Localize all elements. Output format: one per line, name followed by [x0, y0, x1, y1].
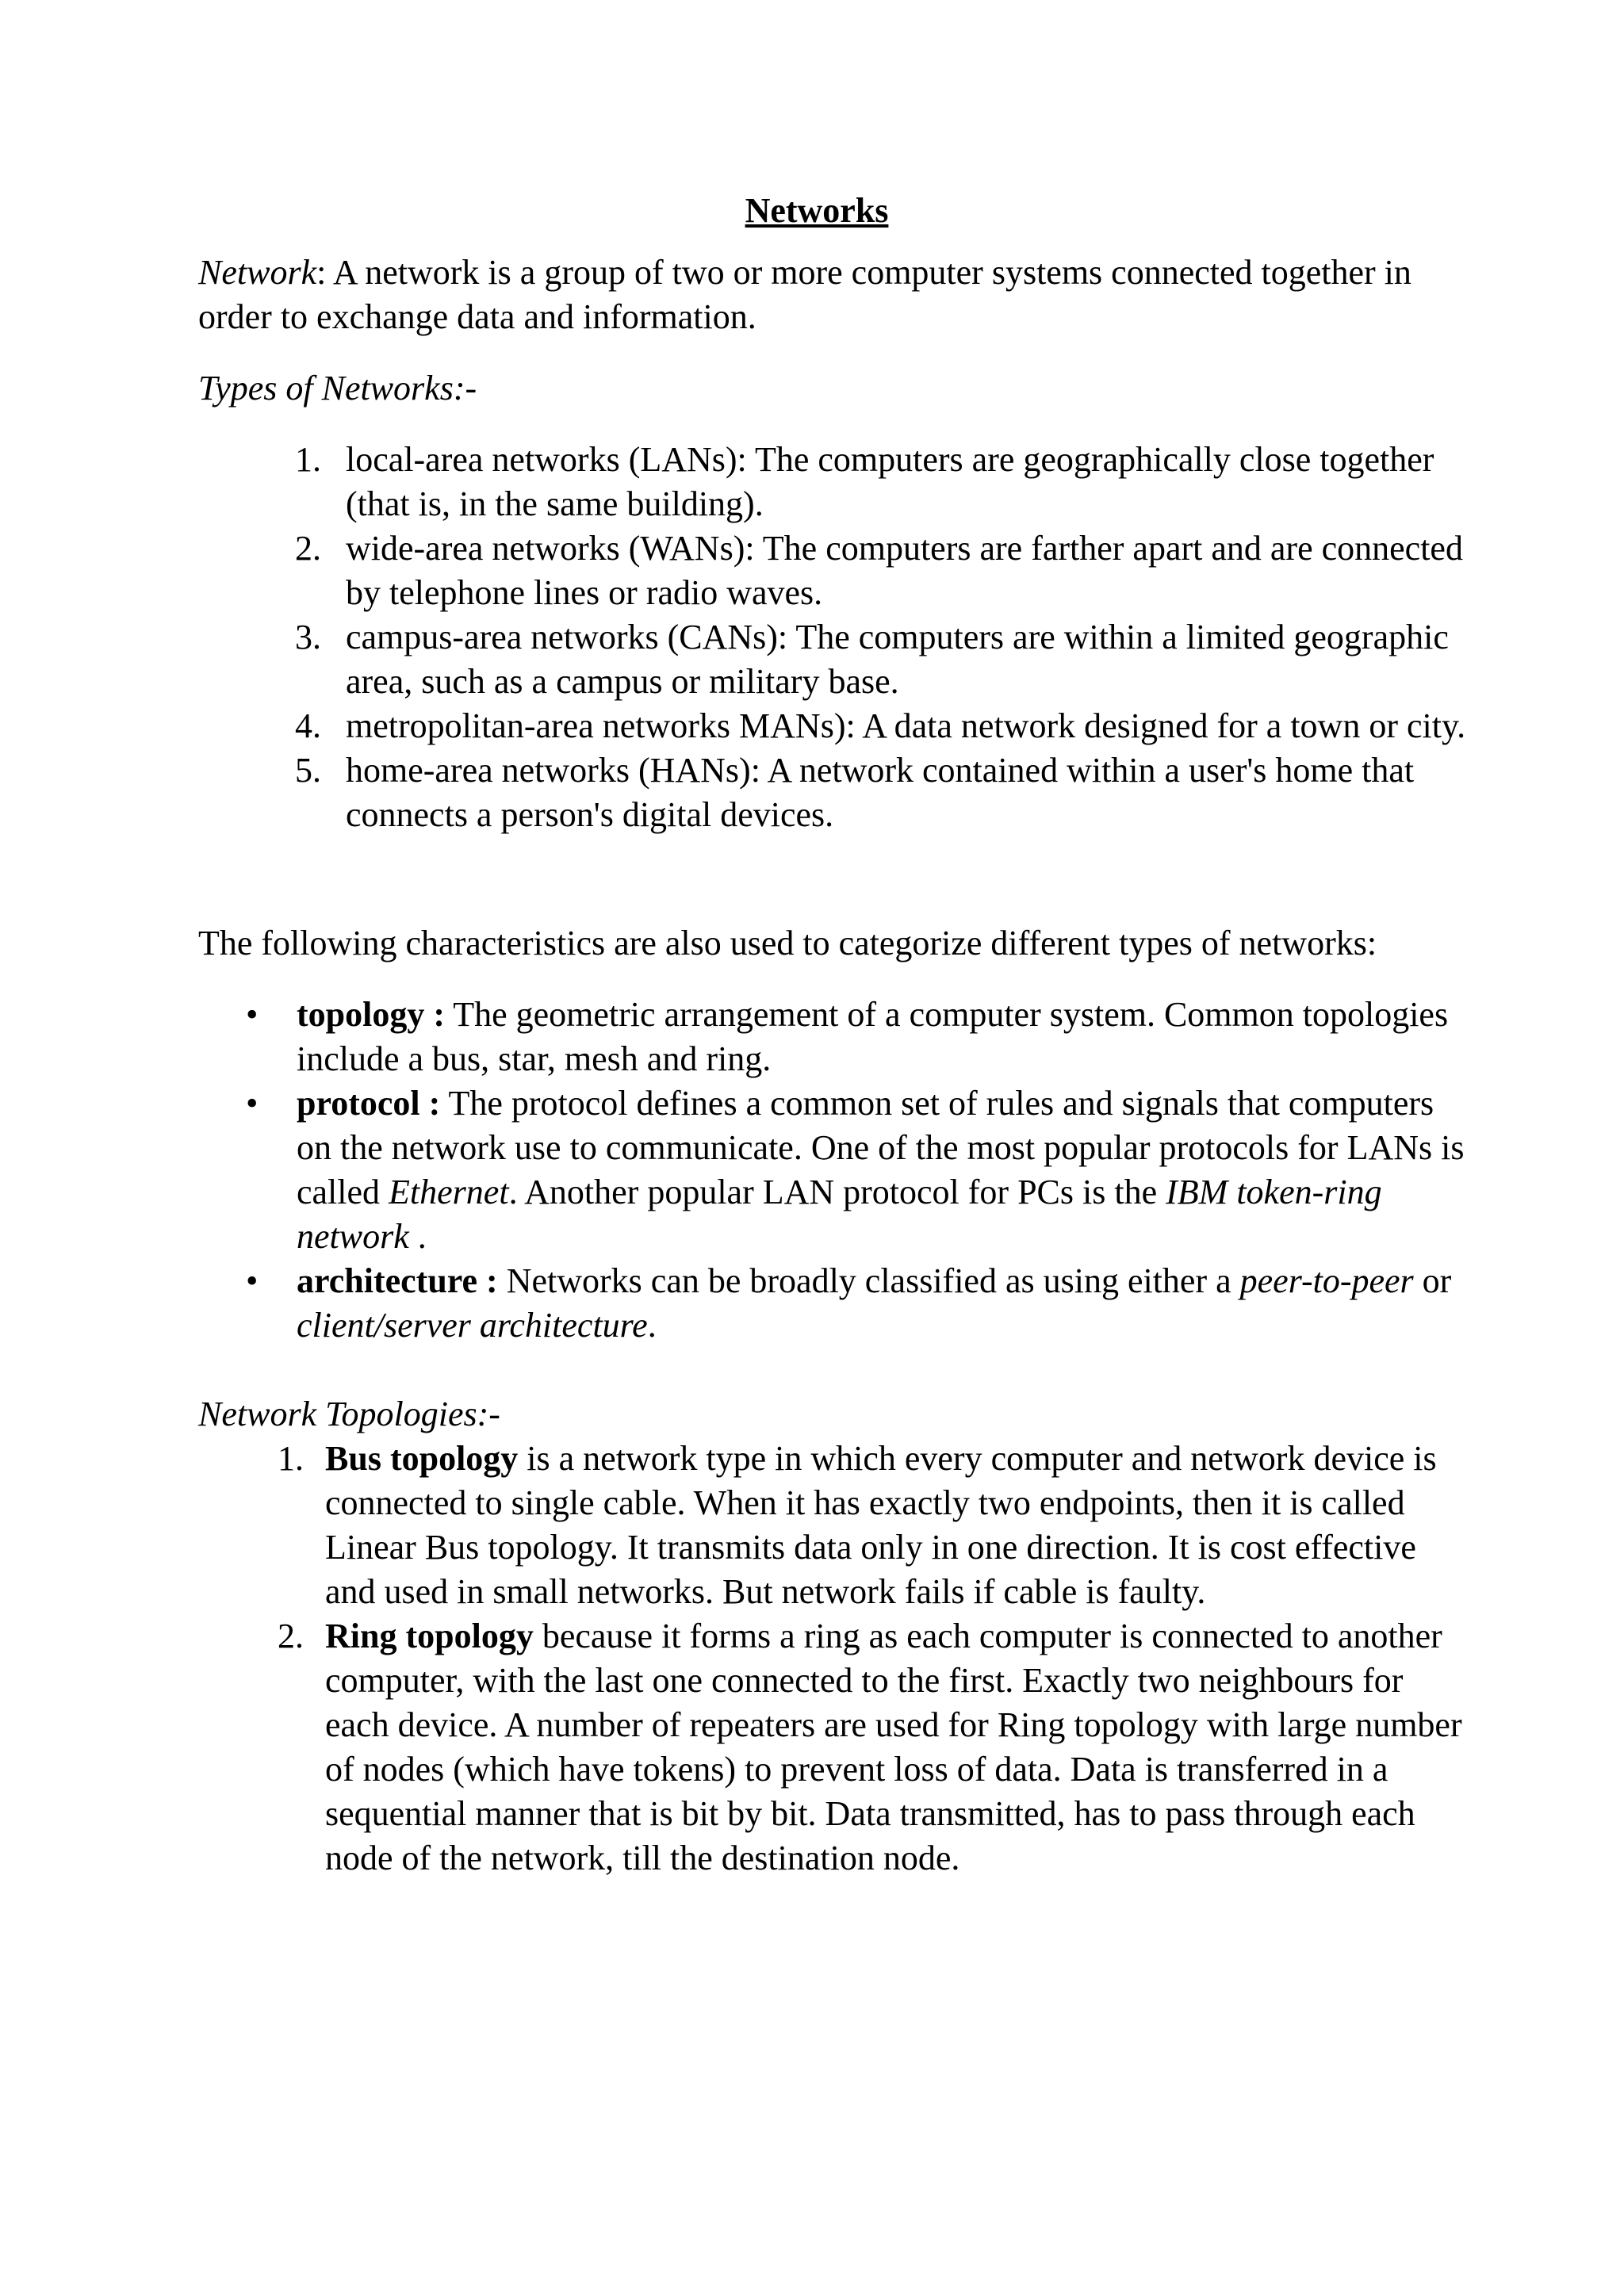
emphasis: IBM token-ring network: [297, 1173, 1382, 1256]
list-item-text: wide-area networks (WANs): The computers are farther apart and are connected by telephone lines or radio waves.: [346, 529, 1463, 612]
definition-term: Network: [198, 253, 317, 292]
characteristics-intro: The following characteristics are also used to categorize different types of networks:: [198, 924, 1377, 962]
emphasis: Ethernet: [389, 1173, 509, 1211]
list-item-topology: [198, 993, 1467, 1081]
term: Bus topology: [325, 1439, 519, 1478]
list-item: [198, 1437, 1467, 1614]
term: architecture :: [297, 1261, 498, 1300]
list-number: 1.: [278, 1439, 304, 1478]
list-item: [198, 438, 1467, 526]
term-text: or: [1413, 1261, 1452, 1300]
definition-text: : A network is a group of two or more computer systems connected together in order to exchange data and information.: [198, 253, 1411, 336]
emphasis: client/server architecture: [297, 1306, 648, 1345]
list-item: [198, 704, 1467, 748]
list-item-text: home-area networks (HANs): A network contained within a user's home that connects a person's digital devices.: [346, 751, 1415, 834]
list-item: [198, 748, 1467, 837]
emphasis: peer-to-peer: [1239, 1261, 1414, 1300]
term: Ring topology: [325, 1617, 534, 1655]
list-number: 2.: [295, 529, 321, 568]
list-item-text: local-area networks (LANs): The computers are geographically close together (that is, in the same building).: [346, 440, 1434, 523]
network-definition: [198, 251, 1467, 339]
list-number: 3.: [295, 618, 321, 656]
list-item: [198, 615, 1467, 704]
term-text: is a network type in which every computer and network device is connected to single cable. When it has exactly two endpoints, then it is called Linear Bus topology. It transmits data only in one direction. It is cost effective and used in small networks. But network fails if cable is faulty.: [325, 1439, 1437, 1611]
list-item: [198, 526, 1467, 615]
characteristics-list: [198, 993, 1467, 1348]
term-text: . Another popular LAN protocol for PCs is the: [508, 1173, 1166, 1211]
list-number: 2.: [278, 1617, 304, 1655]
term-text: .: [408, 1217, 427, 1256]
types-heading: Types of Networks:-: [198, 369, 477, 408]
list-item-protocol: [198, 1081, 1467, 1259]
term: topology :: [297, 995, 445, 1034]
list-item-text: campus-area networks (CANs): The computers are within a limited geographic area, such as a campus or military base.: [346, 618, 1449, 701]
bullet-icon: •: [246, 1261, 259, 1300]
list-item-architecture: [198, 1259, 1467, 1348]
topologies-heading: Network Topologies:-: [198, 1395, 500, 1433]
list-item: [198, 1614, 1467, 1881]
list-number: 4.: [295, 706, 321, 745]
term: protocol :: [297, 1084, 441, 1123]
bullet-icon: •: [246, 995, 259, 1034]
topologies-list: [198, 1437, 1467, 1881]
term-text: .: [647, 1306, 657, 1345]
bullet-icon: •: [246, 1084, 259, 1123]
term-text: because it forms a ring as each computer is connected to another computer, with the last one connected to the first. Exactly two neighbours for each device. A number of repeaters are used for Ring topology with large number of nodes (which have tokens) to prevent loss of data. Data is transferred in a sequential manner that is bit by bit. Data transmitted, has to pass through each node of the network, till the destination node.: [325, 1617, 1462, 1877]
list-item-text: metropolitan-area networks MANs): A data network designed for a town or city.: [346, 706, 1466, 745]
list-number: 5.: [295, 751, 321, 790]
term-text: The geometric arrangement of a computer system. Common topologies include a bus, star, mesh and ring.: [297, 995, 1449, 1078]
page-title: Networks: [745, 191, 889, 230]
document-page: [198, 189, 1467, 1881]
network-types-list: [198, 438, 1467, 837]
list-number: 1.: [295, 440, 321, 479]
term-text: The protocol defines a common set of rules and signals that computers on the network use to communicate. One of the most popular protocols for LANs is called: [297, 1084, 1465, 1211]
term-text: Networks can be broadly classified as using either a: [497, 1261, 1240, 1300]
